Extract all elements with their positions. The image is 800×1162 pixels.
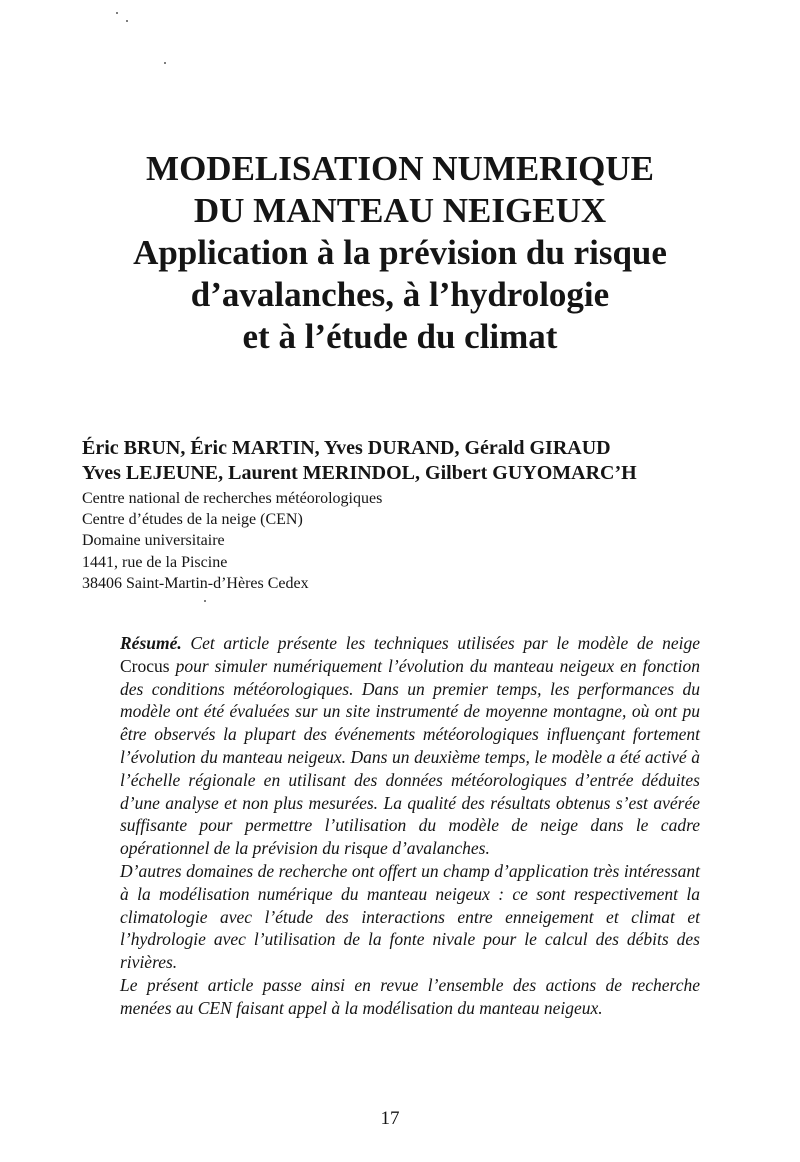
author-separator: ,	[218, 462, 229, 484]
author-last-initial: G	[492, 462, 508, 484]
author-last-initial: G	[529, 437, 546, 459]
author-separator: ,	[454, 437, 465, 459]
abstract-paragraph: Le présent article passe ainsi en revue l’ensemble des actions de recherche menées au CEN faisant appel à la modélisation du manteau neigeux.	[120, 974, 700, 1018]
author-last-rest: EJEUNE	[139, 462, 219, 484]
abstract-paragraph	[120, 632, 700, 860]
author-first-name: Yves	[323, 437, 368, 459]
author-last-initial: D	[367, 437, 383, 459]
abstract	[120, 632, 700, 1020]
author-first-name: Laurent	[228, 462, 303, 484]
author-last-rest: UYOMARC’H	[507, 462, 637, 484]
model-name: Crocus	[120, 655, 170, 676]
author-separator: ,	[180, 437, 191, 459]
title-line: MODELISATION NUMERIQUE	[146, 149, 654, 188]
title-line: et à l’étude du climat	[242, 317, 558, 356]
affiliation-line: Domaine universitaire	[82, 532, 225, 550]
article-title	[100, 148, 700, 358]
author-last-rest: ERINDOL	[321, 462, 416, 484]
affiliation-line: Centre national de recherches météorologiques	[82, 490, 383, 507]
author-first-name: Yves	[82, 462, 126, 484]
author-separator: ,	[314, 437, 324, 459]
author-last-initial: M	[232, 437, 251, 459]
scan-speck	[204, 600, 206, 602]
author-separator: ,	[415, 462, 426, 484]
affiliation-line: 38406 Saint-Martin-d’Hères Cedex	[82, 574, 309, 592]
abstract-text: Cet article présente les techniques utilisées par le modèle de neige	[181, 633, 700, 653]
affiliation-line: 1441, rue de la Piscine	[82, 553, 228, 571]
author-first-name: Éric	[82, 437, 124, 459]
affiliation-block	[82, 488, 722, 594]
author-list	[82, 436, 722, 486]
affiliation-line: Centre d’études de la neige (CEN)	[82, 511, 303, 529]
author-last-initial: M	[302, 462, 322, 484]
page-number: 17	[380, 1108, 400, 1129]
title-line: d’avalanches, à l’hydrologie	[190, 275, 610, 314]
abstract-label: Résumé.	[120, 633, 182, 653]
author-last-rest: URAND	[382, 437, 455, 459]
author-line	[82, 436, 722, 461]
author-first-name: Gérald	[464, 437, 530, 459]
author-first-name: Gilbert	[425, 462, 493, 484]
scan-speck	[126, 20, 128, 22]
scan-speck	[164, 62, 166, 64]
title-line: DU MANTEAU NEIGEUX	[193, 191, 607, 230]
author-last-rest: IRAUD	[545, 437, 611, 459]
author-last-initial: L	[125, 462, 140, 484]
scan-speck	[116, 12, 118, 14]
abstract-paragraph: D’autres domaines de recherche ont offert un champ d’application très intéressant à la modélisation numérique du manteau neigeux : ce sont respectivement la climatologie avec l’étude des interactions entre enneigement et climat et l’hydrologie avec l’utilisation de la fonte nivale pour le calcul des débits des rivières.	[120, 860, 700, 973]
author-line	[82, 461, 722, 486]
author-last-rest: RUN	[137, 437, 181, 459]
title-line: Application à la prévision du risque	[133, 233, 667, 272]
author-last-rest: ARTIN	[250, 437, 315, 459]
author-last-initial: B	[123, 437, 137, 459]
author-first-name: Éric	[190, 437, 232, 459]
abstract-text: pour simuler numériquement l’évolution du manteau neigeux en fonction des conditions météorologiques. Dans un premier temps, les performances du modèle ont été évaluées sur un site instrumenté de moyenne montagne, où ont pu être observés la plupart des événements météorologiques influençant fortement l’évolution du manteau neigeux. Dans un deuxième temps, le modèle a été activé à l’échelle régionale en utilisant des données météorologiques d’entrée déduites d’une analyse et non plus mesurées. La qualité des résultats obtenus s’est avérée suffisante pour permettre l’utilisation du modèle de neige dans le cadre opérationnel de la prévision du risque d’avalanches.	[120, 655, 700, 859]
